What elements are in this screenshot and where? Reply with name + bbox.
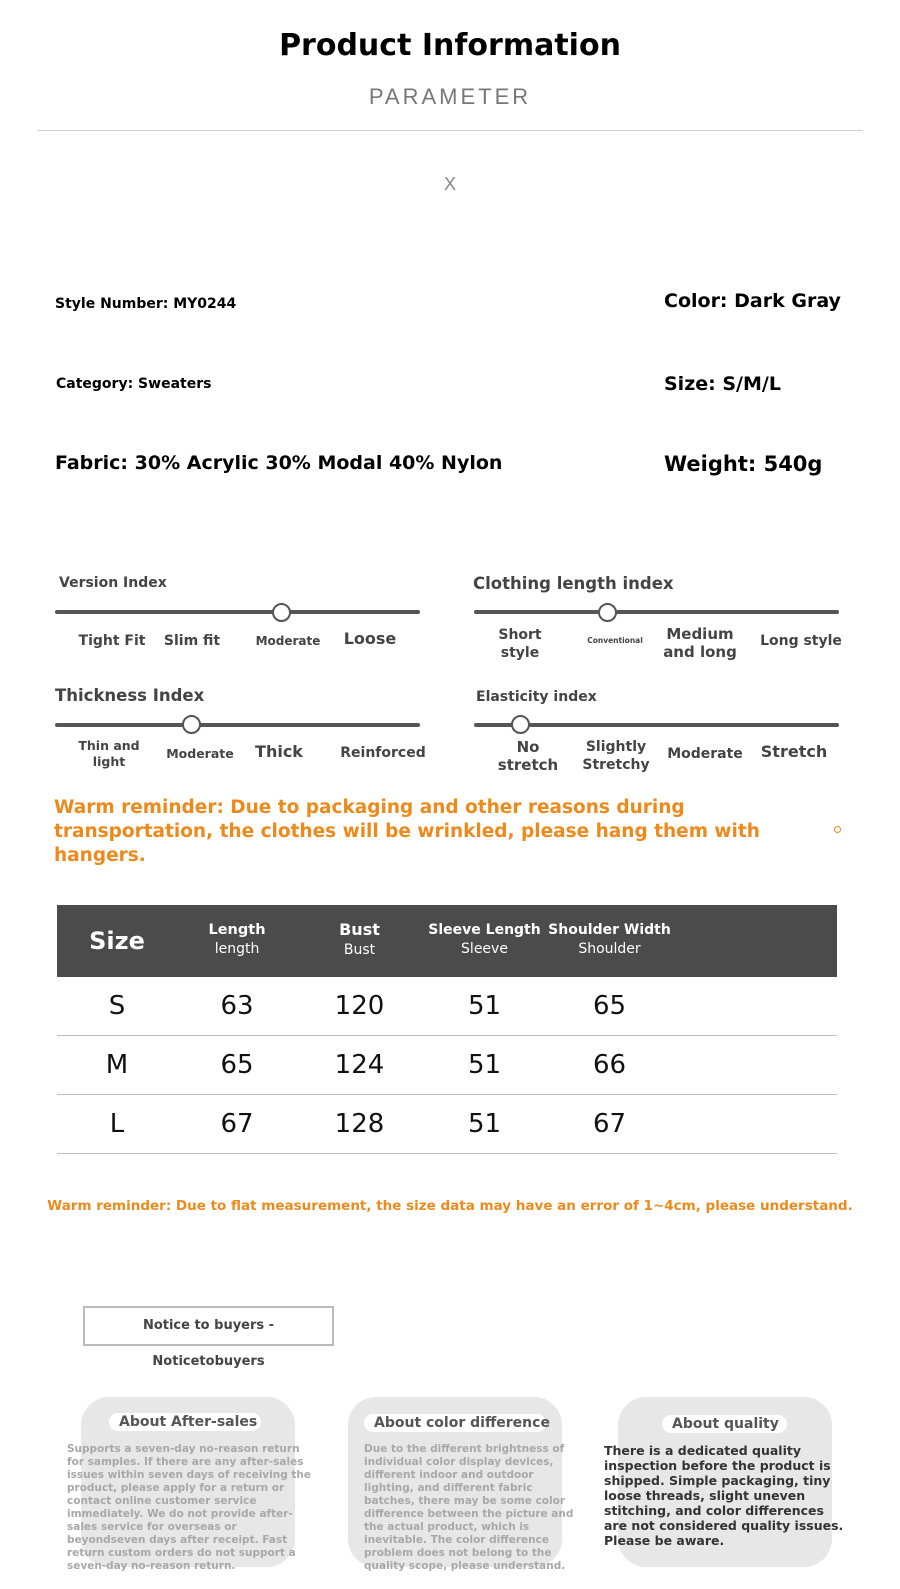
thickness-option: Thick [255,742,303,761]
style-number: Style Number: MY0244 [55,296,237,312]
packaging-reminder: Warm reminder: Due to packaging and other reasons during transportation, the clothes will be wrinkled, please hang them with hangers. [54,797,760,866]
thickness-index-knob[interactable] [182,715,201,734]
cell-bust: 124 [334,1050,385,1080]
elasticity-option: No stretch [497,738,559,774]
elasticity-index-knob[interactable] [511,715,530,734]
size-table-header [57,905,837,977]
table-row [57,977,837,1036]
length-index-track [474,610,839,614]
size-info: Size: S/M/L [664,373,781,395]
circle-icon [834,826,841,833]
length-option: Conventional [587,636,643,645]
version-option: Slim fit [163,633,221,649]
version-index-title: Version Index [59,575,167,591]
cell-shoulder: 67 [592,1109,627,1139]
version-index-track [55,610,420,614]
cell-bust: 128 [334,1109,385,1139]
close-icon[interactable]: X [443,174,456,194]
header-bust: Bust Bust [339,920,380,958]
length-option: Long style [760,633,842,649]
weight-info: Weight: 540g [664,452,823,476]
length-option: Short style [498,627,542,661]
fabric-info: Fabric: 30% Acrylic 30% Modal 40% Nylon [55,452,503,474]
category-info: Category: Sweaters [56,376,212,392]
thickness-index-track [55,723,420,727]
quality-body: There is a dedicated quality inspection before the product is shipped. Simple packaging, tiny loose threads, slight uneven stitching, and color differences are not considered quality issues. Please be aware. [604,1443,844,1548]
cell-size: S [108,991,126,1021]
length-index-knob[interactable] [598,603,617,622]
quality-title: About quality [662,1415,787,1433]
cell-shoulder: 65 [592,991,627,1021]
cell-sleeve: 51 [467,1109,502,1139]
after-sales-body: Supports a seven-day no-reason return for samples. If there are any after-sales issues within seven days of receiving the product, please apply for a return or contact online customer service immediately. We do not provide after-sales service for overseas or beyondseven days after receipt. Fast return custom orders do not support a seven-day no-reason return. [67,1443,312,1572]
table-row [57,1095,837,1154]
elasticity-option: Slightly Stretchy [582,739,650,773]
thickness-option: Reinforced [340,745,426,761]
length-option: Medium and long [663,625,737,661]
color-difference-body: Due to the different brightness of individual color display devices, different indoor and outdoor lighting, and different fabric batches, there may be some color difference between the picture and the actual product, which is inevitable. The color difference problem does not belong to the quality scope, please understand. [364,1443,574,1572]
thickness-option: Moderate [166,746,234,761]
elasticity-index-title: Elasticity index [476,689,597,705]
elasticity-option: Moderate [667,746,743,762]
version-index-knob[interactable] [272,603,291,622]
version-option: Moderate [255,634,321,648]
cell-size: L [109,1109,125,1139]
page-subtitle: PARAMETER [368,84,532,109]
cell-length: 63 [220,991,254,1021]
cell-sleeve: 51 [467,991,502,1021]
thickness-index-title: Thickness Index [55,686,205,705]
header-length: Length length [208,922,266,957]
elasticity-option: Stretch [760,742,828,761]
cell-bust: 120 [334,991,385,1021]
cell-shoulder: 66 [592,1050,627,1080]
header-size: Size [89,927,145,955]
measurement-reminder: Warm reminder: Due to flat measurement, the size data may have an error of 1~4cm, please understand. [47,1198,853,1214]
notice-to-buyers-label: Notice to buyers - Noticetobuyers [83,1306,334,1346]
thickness-option: Thin and light [78,738,140,769]
page-title: Product Information [279,28,621,63]
cell-length: 65 [220,1050,254,1080]
color-difference-title: About color difference [364,1414,546,1432]
version-option: Tight Fit [78,633,146,649]
cell-length: 67 [220,1109,254,1139]
cell-sleeve: 51 [467,1050,502,1080]
size-table [57,905,837,1154]
header-shoulder: Shoulder Width Shoulder [548,922,671,957]
cell-size: M [105,1050,129,1080]
header-divider [37,130,863,131]
color-info: Color: Dark Gray [664,290,841,312]
version-option: Loose [343,629,397,648]
length-index-title: Clothing length index [473,574,674,593]
after-sales-title: About After-sales [109,1413,261,1431]
table-row [57,1036,837,1095]
header-sleeve: Sleeve Length Sleeve [428,922,541,957]
